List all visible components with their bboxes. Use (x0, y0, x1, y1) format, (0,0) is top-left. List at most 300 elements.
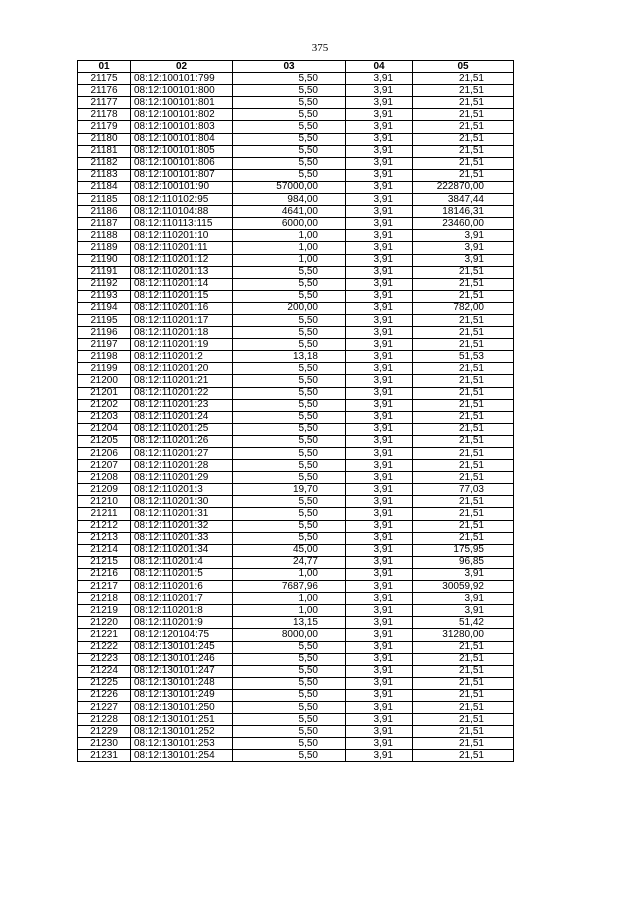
cadastral-number-cell: 08:12:130101:251 (131, 714, 233, 726)
cadastral-number-cell: 08:12:100101:806 (131, 157, 233, 169)
row-number-cell: 21229 (78, 726, 131, 738)
cadastral-number-cell: 08:12:110201:32 (131, 520, 233, 532)
row-number-cell: 21220 (78, 617, 131, 629)
rate-cell: 3,91 (346, 169, 413, 181)
table-row (78, 738, 514, 750)
table-row (78, 133, 514, 145)
area-cell: 5,50 (233, 448, 346, 460)
row-number-cell: 21219 (78, 605, 131, 617)
table-row (78, 581, 514, 593)
rate-cell: 3,91 (346, 133, 413, 145)
table-row (78, 254, 514, 266)
area-cell: 5,50 (233, 653, 346, 665)
row-number-cell: 21183 (78, 169, 131, 181)
amount-cell: 21,51 (413, 109, 514, 121)
row-number-cell: 21221 (78, 629, 131, 641)
table-row (78, 375, 514, 387)
amount-cell: 21,51 (413, 399, 514, 411)
rate-cell: 3,91 (346, 677, 413, 689)
area-cell: 5,50 (233, 85, 346, 97)
amount-cell: 51,42 (413, 617, 514, 629)
rate-cell: 3,91 (346, 85, 413, 97)
cadastral-number-cell: 08:12:110201:34 (131, 544, 233, 556)
area-cell: 5,50 (233, 508, 346, 520)
table-row (78, 556, 514, 568)
amount-cell: 21,51 (413, 145, 514, 157)
cadastral-number-cell: 08:12:110201:18 (131, 327, 233, 339)
rate-cell: 3,91 (346, 302, 413, 314)
row-number-cell: 21193 (78, 290, 131, 302)
cadastral-number-cell: 08:12:100101:801 (131, 97, 233, 109)
amount-cell: 21,51 (413, 472, 514, 484)
data-table (77, 60, 514, 762)
table-row (78, 435, 514, 447)
amount-cell: 3,91 (413, 254, 514, 266)
row-number-cell: 21188 (78, 230, 131, 242)
area-cell: 1,00 (233, 254, 346, 266)
row-number-cell: 21226 (78, 689, 131, 701)
cadastral-number-cell: 08:12:110201:13 (131, 266, 233, 278)
table-row (78, 339, 514, 351)
row-number-cell: 21223 (78, 653, 131, 665)
table-row (78, 351, 514, 363)
amount-cell: 21,51 (413, 738, 514, 750)
area-cell: 5,50 (233, 689, 346, 701)
table-row (78, 423, 514, 435)
rate-cell: 3,91 (346, 290, 413, 302)
rate-cell: 3,91 (346, 399, 413, 411)
table-row (78, 218, 514, 230)
table-row (78, 145, 514, 157)
cadastral-number-cell: 08:12:110201:8 (131, 605, 233, 617)
area-cell: 5,50 (233, 701, 346, 713)
cadastral-number-cell: 08:12:110201:6 (131, 581, 233, 593)
table-row (78, 496, 514, 508)
area-cell: 5,50 (233, 460, 346, 472)
amount-cell: 21,51 (413, 677, 514, 689)
cadastral-number-cell: 08:12:110201:16 (131, 302, 233, 314)
table-row (78, 278, 514, 290)
amount-cell: 21,51 (413, 375, 514, 387)
rate-cell: 3,91 (346, 218, 413, 230)
area-cell: 5,50 (233, 278, 346, 290)
row-number-cell: 21190 (78, 254, 131, 266)
amount-cell: 21,51 (413, 508, 514, 520)
rate-cell: 3,91 (346, 73, 413, 85)
area-cell: 5,50 (233, 411, 346, 423)
area-cell: 13,15 (233, 617, 346, 629)
table-row (78, 169, 514, 181)
table-body (78, 73, 514, 762)
rate-cell: 3,91 (346, 242, 413, 254)
amount-cell: 3,91 (413, 605, 514, 617)
amount-cell: 21,51 (413, 97, 514, 109)
row-number-cell: 21202 (78, 399, 131, 411)
page-number: 375 (311, 42, 329, 54)
rate-cell: 3,91 (346, 339, 413, 351)
amount-cell: 51,53 (413, 351, 514, 363)
table-row (78, 230, 514, 242)
rate-cell: 3,91 (346, 460, 413, 472)
cadastral-number-cell: 08:12:130101:246 (131, 653, 233, 665)
rate-cell: 3,91 (346, 363, 413, 375)
rate-cell: 3,91 (346, 738, 413, 750)
table-row (78, 85, 514, 97)
area-cell: 5,50 (233, 145, 346, 157)
row-number-cell: 21216 (78, 568, 131, 580)
table-row (78, 290, 514, 302)
table-row (78, 242, 514, 254)
area-cell: 5,50 (233, 399, 346, 411)
cadastral-number-cell: 08:12:110201:5 (131, 568, 233, 580)
area-cell: 5,50 (233, 133, 346, 145)
cadastral-number-cell: 08:12:110201:27 (131, 448, 233, 460)
row-number-cell: 21228 (78, 714, 131, 726)
rate-cell: 3,91 (346, 653, 413, 665)
amount-cell: 18146,31 (413, 206, 514, 218)
row-number-cell: 21185 (78, 194, 131, 206)
cadastral-number-cell: 08:12:110201:3 (131, 484, 233, 496)
area-cell: 5,50 (233, 314, 346, 326)
row-number-cell: 21213 (78, 532, 131, 544)
cadastral-number-cell: 08:12:130101:249 (131, 689, 233, 701)
table-row (78, 677, 514, 689)
area-cell: 5,50 (233, 339, 346, 351)
amount-cell: 21,51 (413, 73, 514, 85)
area-cell: 57000,00 (233, 181, 346, 193)
rate-cell: 3,91 (346, 230, 413, 242)
cadastral-number-cell: 08:12:130101:245 (131, 641, 233, 653)
rate-cell: 3,91 (346, 689, 413, 701)
cadastral-number-cell: 08:12:110201:20 (131, 363, 233, 375)
cadastral-number-cell: 08:12:110113:115 (131, 218, 233, 230)
cadastral-number-cell: 08:12:100101:805 (131, 145, 233, 157)
amount-cell: 21,51 (413, 423, 514, 435)
rate-cell: 3,91 (346, 581, 413, 593)
rate-cell: 3,91 (346, 121, 413, 133)
amount-cell: 21,51 (413, 266, 514, 278)
table-header (78, 61, 514, 73)
table-row (78, 544, 514, 556)
rate-cell: 3,91 (346, 556, 413, 568)
amount-cell: 31280,00 (413, 629, 514, 641)
rate-cell: 3,91 (346, 726, 413, 738)
amount-cell: 21,51 (413, 532, 514, 544)
rate-cell: 3,91 (346, 266, 413, 278)
cadastral-number-cell: 08:12:130101:253 (131, 738, 233, 750)
rate-cell: 3,91 (346, 206, 413, 218)
table-row (78, 109, 514, 121)
row-number-cell: 21191 (78, 266, 131, 278)
row-number-cell: 21186 (78, 206, 131, 218)
column-header-03: 03 (233, 61, 346, 73)
amount-cell: 3,91 (413, 568, 514, 580)
cadastral-number-cell: 08:12:130101:250 (131, 701, 233, 713)
cadastral-number-cell: 08:12:110201:26 (131, 435, 233, 447)
rate-cell: 3,91 (346, 532, 413, 544)
rate-cell: 3,91 (346, 484, 413, 496)
area-cell: 5,50 (233, 738, 346, 750)
amount-cell: 21,51 (413, 641, 514, 653)
area-cell: 4641,00 (233, 206, 346, 218)
area-cell: 1,00 (233, 593, 346, 605)
amount-cell: 21,51 (413, 85, 514, 97)
amount-cell: 21,51 (413, 714, 514, 726)
amount-cell: 3,91 (413, 593, 514, 605)
row-number-cell: 21209 (78, 484, 131, 496)
amount-cell: 21,51 (413, 387, 514, 399)
table-row (78, 605, 514, 617)
row-number-cell: 21214 (78, 544, 131, 556)
rate-cell: 3,91 (346, 327, 413, 339)
cadastral-number-cell: 08:12:110201:14 (131, 278, 233, 290)
rate-cell: 3,91 (346, 423, 413, 435)
rate-cell: 3,91 (346, 145, 413, 157)
row-number-cell: 21179 (78, 121, 131, 133)
area-cell: 5,50 (233, 714, 346, 726)
rate-cell: 3,91 (346, 629, 413, 641)
cadastral-number-cell: 08:12:100101:802 (131, 109, 233, 121)
area-cell: 13,18 (233, 351, 346, 363)
area-cell: 5,50 (233, 97, 346, 109)
row-number-cell: 21203 (78, 411, 131, 423)
rate-cell: 3,91 (346, 665, 413, 677)
rate-cell: 3,91 (346, 496, 413, 508)
amount-cell: 3,91 (413, 242, 514, 254)
row-number-cell: 21187 (78, 218, 131, 230)
row-number-cell: 21205 (78, 435, 131, 447)
table-row (78, 266, 514, 278)
table-row (78, 121, 514, 133)
amount-cell: 21,51 (413, 169, 514, 181)
area-cell: 1,00 (233, 605, 346, 617)
area-cell: 24,77 (233, 556, 346, 568)
area-cell: 5,50 (233, 532, 346, 544)
row-number-cell: 21201 (78, 387, 131, 399)
column-header-02: 02 (131, 61, 233, 73)
rate-cell: 3,91 (346, 714, 413, 726)
rate-cell: 3,91 (346, 448, 413, 460)
rate-cell: 3,91 (346, 387, 413, 399)
rate-cell: 3,91 (346, 641, 413, 653)
rate-cell: 3,91 (346, 194, 413, 206)
row-number-cell: 21208 (78, 472, 131, 484)
amount-cell: 21,51 (413, 435, 514, 447)
table-row (78, 629, 514, 641)
area-cell: 5,50 (233, 290, 346, 302)
row-number-cell: 21198 (78, 351, 131, 363)
table-row (78, 641, 514, 653)
rate-cell: 3,91 (346, 472, 413, 484)
table-row (78, 653, 514, 665)
area-cell: 5,50 (233, 423, 346, 435)
table-row (78, 665, 514, 677)
row-number-cell: 21180 (78, 133, 131, 145)
amount-cell: 30059,92 (413, 581, 514, 593)
amount-cell: 21,51 (413, 653, 514, 665)
table-row (78, 617, 514, 629)
row-number-cell: 21231 (78, 750, 131, 762)
cadastral-number-cell: 08:12:100101:799 (131, 73, 233, 85)
amount-cell: 21,51 (413, 339, 514, 351)
row-number-cell: 21230 (78, 738, 131, 750)
table-row (78, 460, 514, 472)
cadastral-number-cell: 08:12:110102:95 (131, 194, 233, 206)
area-cell: 8000,00 (233, 629, 346, 641)
area-cell: 200,00 (233, 302, 346, 314)
row-number-cell: 21211 (78, 508, 131, 520)
amount-cell: 21,51 (413, 290, 514, 302)
rate-cell: 3,91 (346, 411, 413, 423)
table-row (78, 714, 514, 726)
rate-cell: 3,91 (346, 520, 413, 532)
cadastral-number-cell: 08:12:110104:88 (131, 206, 233, 218)
cadastral-number-cell: 08:12:110201:15 (131, 290, 233, 302)
row-number-cell: 21195 (78, 314, 131, 326)
column-header-04: 04 (346, 61, 413, 73)
row-number-cell: 21184 (78, 181, 131, 193)
area-cell: 5,50 (233, 157, 346, 169)
amount-cell: 21,51 (413, 411, 514, 423)
area-cell: 5,50 (233, 435, 346, 447)
amount-cell: 21,51 (413, 327, 514, 339)
area-cell: 1,00 (233, 230, 346, 242)
row-number-cell: 21197 (78, 339, 131, 351)
row-number-cell: 21217 (78, 581, 131, 593)
table-row (78, 726, 514, 738)
table-row (78, 363, 514, 375)
row-number-cell: 21210 (78, 496, 131, 508)
area-cell: 5,50 (233, 109, 346, 121)
area-cell: 5,50 (233, 375, 346, 387)
cadastral-number-cell: 08:12:110201:31 (131, 508, 233, 520)
area-cell: 5,50 (233, 496, 346, 508)
table-row (78, 448, 514, 460)
cadastral-number-cell: 08:12:130101:248 (131, 677, 233, 689)
table-row (78, 689, 514, 701)
row-number-cell: 21225 (78, 677, 131, 689)
cadastral-number-cell: 08:12:110201:28 (131, 460, 233, 472)
row-number-cell: 21176 (78, 85, 131, 97)
rate-cell: 3,91 (346, 181, 413, 193)
header-row (78, 61, 514, 73)
area-cell: 1,00 (233, 242, 346, 254)
area-cell: 5,50 (233, 472, 346, 484)
rate-cell: 3,91 (346, 109, 413, 121)
table-row (78, 484, 514, 496)
table-row (78, 387, 514, 399)
table-row (78, 750, 514, 762)
rate-cell: 3,91 (346, 435, 413, 447)
amount-cell: 21,51 (413, 665, 514, 677)
amount-cell: 21,51 (413, 689, 514, 701)
area-cell: 5,50 (233, 363, 346, 375)
rate-cell: 3,91 (346, 750, 413, 762)
amount-cell: 21,51 (413, 121, 514, 133)
table-row (78, 701, 514, 713)
amount-cell: 222870,00 (413, 181, 514, 193)
row-number-cell: 21192 (78, 278, 131, 290)
row-number-cell: 21194 (78, 302, 131, 314)
table-row (78, 194, 514, 206)
cadastral-number-cell: 08:12:100101:803 (131, 121, 233, 133)
amount-cell: 21,51 (413, 157, 514, 169)
row-number-cell: 21175 (78, 73, 131, 85)
row-number-cell: 21189 (78, 242, 131, 254)
table-row (78, 97, 514, 109)
row-number-cell: 21178 (78, 109, 131, 121)
area-cell: 5,50 (233, 387, 346, 399)
rate-cell: 3,91 (346, 278, 413, 290)
area-cell: 5,50 (233, 169, 346, 181)
cadastral-number-cell: 08:12:110201:17 (131, 314, 233, 326)
table-row (78, 532, 514, 544)
cadastral-number-cell: 08:12:100101:800 (131, 85, 233, 97)
cadastral-number-cell: 08:12:110201:7 (131, 593, 233, 605)
table-row (78, 568, 514, 580)
rate-cell: 3,91 (346, 593, 413, 605)
row-number-cell: 21222 (78, 641, 131, 653)
cadastral-number-cell: 08:12:110201:11 (131, 242, 233, 254)
rate-cell: 3,91 (346, 254, 413, 266)
table-row (78, 472, 514, 484)
row-number-cell: 21182 (78, 157, 131, 169)
rate-cell: 3,91 (346, 351, 413, 363)
cadastral-number-cell: 08:12:110201:24 (131, 411, 233, 423)
cadastral-number-cell: 08:12:110201:19 (131, 339, 233, 351)
cadastral-number-cell: 08:12:110201:10 (131, 230, 233, 242)
rate-cell: 3,91 (346, 157, 413, 169)
row-number-cell: 21212 (78, 520, 131, 532)
amount-cell: 77,03 (413, 484, 514, 496)
amount-cell: 21,51 (413, 363, 514, 375)
row-number-cell: 21200 (78, 375, 131, 387)
cadastral-number-cell: 08:12:110201:29 (131, 472, 233, 484)
table-row (78, 181, 514, 193)
amount-cell: 782,00 (413, 302, 514, 314)
amount-cell: 23460,00 (413, 218, 514, 230)
area-cell: 5,50 (233, 121, 346, 133)
amount-cell: 21,51 (413, 701, 514, 713)
table-row (78, 520, 514, 532)
rate-cell: 3,91 (346, 568, 413, 580)
cadastral-number-cell: 08:12:110201:33 (131, 532, 233, 544)
row-number-cell: 21227 (78, 701, 131, 713)
area-cell: 7687,96 (233, 581, 346, 593)
row-number-cell: 21181 (78, 145, 131, 157)
column-header-01: 01 (78, 61, 131, 73)
area-cell: 984,00 (233, 194, 346, 206)
cadastral-number-cell: 08:12:110201:21 (131, 375, 233, 387)
table-row (78, 508, 514, 520)
cadastral-number-cell: 08:12:130101:247 (131, 665, 233, 677)
area-cell: 5,50 (233, 520, 346, 532)
table-row (78, 302, 514, 314)
area-cell: 45,00 (233, 544, 346, 556)
amount-cell: 21,51 (413, 460, 514, 472)
row-number-cell: 21196 (78, 327, 131, 339)
table-row (78, 593, 514, 605)
rate-cell: 3,91 (346, 605, 413, 617)
row-number-cell: 21207 (78, 460, 131, 472)
cadastral-number-cell: 08:12:110201:23 (131, 399, 233, 411)
cadastral-number-cell: 08:12:110201:25 (131, 423, 233, 435)
amount-cell: 96,85 (413, 556, 514, 568)
table-row (78, 327, 514, 339)
cadastral-number-cell: 08:12:100101:90 (131, 181, 233, 193)
rate-cell: 3,91 (346, 701, 413, 713)
rate-cell: 3,91 (346, 617, 413, 629)
